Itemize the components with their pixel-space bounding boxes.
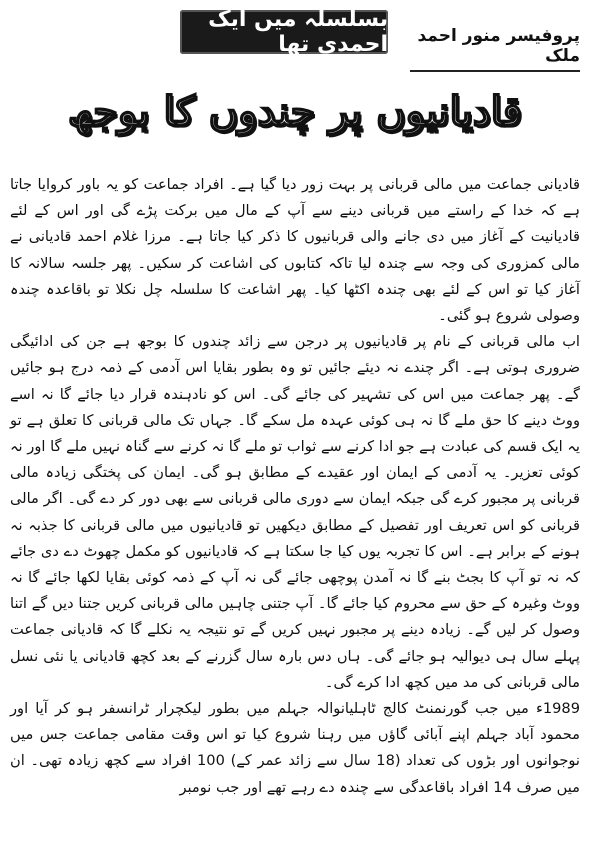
author-name: پروفیسر منور احمد ملک (410, 26, 580, 72)
series-title: بسلسلہ میں ایک احمدی تھا (208, 7, 388, 57)
article-body (10, 172, 580, 801)
article-paragraph-3: 1989ء میں جب گورنمنٹ کالج ٹاہلیانوالہ جہلم میں بطور لیکچرار ٹرانسفر ہو کر آیا اور محمود آباد جہلم اپنے آبائی گاؤں میں رہنا شروع کیا تو اس وقت مقامی جماعت جس میں نوجوانوں اور بڑوں کی تعداد (18 سال سے زائد عمر کے) 100 افراد سے کچھ زیادہ تھی۔ ان میں صرف 14 افراد باقاعدگی سے چندہ دے رہے تھے اور جب نومبر (10, 700, 580, 796)
article-paragraph-2: اب مالی قربانی کے نام پر قادیانیوں پر درجن سے زائد چندوں کا بوجھ ہے جن کی ادائیگی ضروری ہوتی ہے۔ اگر چندے نہ دیئے جائیں تو وہ بطور بقایا اس آدمی کے ذمہ درج ہو جائیں گے۔ پھر جماعت میں اس کی تشہیر کی جائے گی۔ اس کو نادہندہ قرار دیا جائے گا نہ اسے ووٹ دینے کا حق ملے گا نہ ہی کوئی عہدہ مل سکے گا۔ جہاں تک مالی قربانی کا تعلق ہے تو یہ ایک قسم کی عبادت ہے جو ادا کرنے سے ثواب تو ملے گا نہ کرنے سے گناہ نہیں ملے گا اور نہ کوئی تعزیر۔ یہ آدمی کے ایمان اور عقیدے کے مطابق ہو گی۔ ایمان کی پختگی زیادہ مالی قربانی پر مجبور کرے گی جبکہ ایمان سے دوری مالی قربانی سے بھی دور کر دے گی۔ اگر مالی قربانی کو اس تعریف اور تفصیل کے مطابق دیکھیں تو قادیانیوں میں مالی قربانی کا جذبہ نہ ہونے کے برابر ہے۔ اس کا تجربہ یوں کیا جا سکتا ہے کہ قادیانیوں کو مکمل چھوٹ دے دی جائے کہ نہ تو آپ کا بجٹ بنے گا نہ آمدن پوچھی جائے گی نہ آپ کے ذمہ کوئی بقایا لکھا جائے گا نہ ووٹ وغیرہ کے حق سے محروم کیا جائے گا۔ آپ جتنی چاہیں مالی قربانی کریں جتنا دیں گے اتنا وصول کر لیں گے۔ زیادہ دینے پر مجبور نہیں کریں گے تو نتیجہ یہ نکلے گا کہ قادیانی جماعت پہلے سال ہی دیوالیہ ہو جائے گی۔ ہاں دس بارہ سال گزرنے کے بعد کچھ قادیانی یا نئی نسل مالی قربانی کی مد میں کچھ ادا کرے گی۔ (10, 333, 580, 691)
article-paragraph-1: قادیانی جماعت میں مالی قربانی پر بہت زور دیا گیا ہے۔ افراد جماعت کو یہ باور کروایا جاتا ہے کہ خدا کے راستے میں قربانی دینے سے آپ کے مال میں برکت پڑے گی اور اس کے لئے قادیانیت کے آغاز میں دی جانے والی قربانیوں کا ذکر کیا جاتا ہے۔ مرزا غلام احمد قادیانی نے مالی کمزوری کی وجہ سے چندہ لیا تاکہ کتابوں کی اشاعت کر سکیں۔ پھر جلسہ سالانہ کا آغاز کیا تو اس کے لئے بھی چندہ اکٹھا کیا۔ پھر اشاعت کا سلسلہ چل نکلا تو باقاعدہ چندہ وصولی شروع ہو گئی۔ (10, 176, 580, 325)
article-headline: قادیانیوں پر چندوں کا بوجھ (67, 88, 523, 135)
series-title-box (180, 7, 388, 57)
header-row (0, 6, 590, 66)
